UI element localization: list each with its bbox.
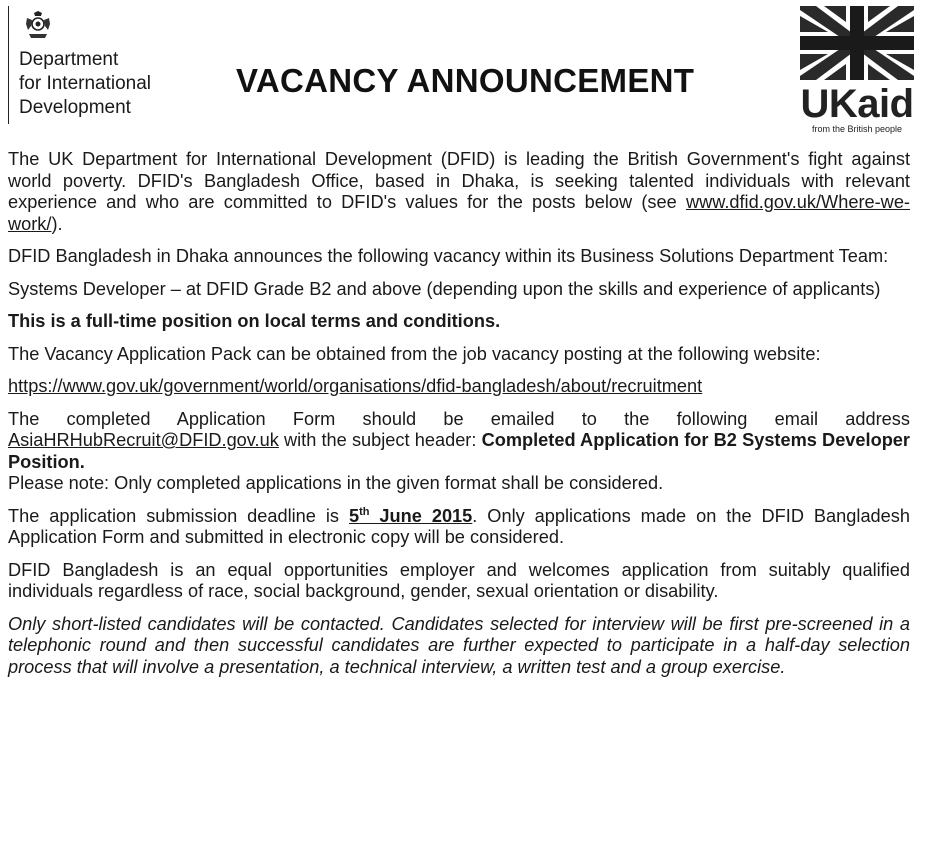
deadline-paragraph — [8, 506, 910, 549]
dept-line-1: Department — [19, 49, 119, 70]
deadline-month-year: June 2015 — [369, 505, 473, 526]
ukaid-wordmark: UKaid — [800, 82, 914, 126]
recruitment-link[interactable]: https://www.gov.uk/government/world/organisations/dfid-bangladesh/about/recruitment — [8, 376, 703, 396]
note-paragraph: Please note: Only completed applications in the given format shall be considered. — [8, 473, 664, 493]
dfid-where-we-work-link[interactable]: www.dfid.gov.uk/Where-we-work/ — [8, 192, 910, 234]
deadline-day-suffix: th — [359, 505, 370, 518]
dfid-logo — [8, 6, 152, 124]
position-paragraph: Systems Developer – at DFID Grade B2 and above (depending upon the skills and experience of applicants) — [8, 278, 881, 299]
page-header — [0, 0, 927, 140]
vacancy-intro-paragraph: DFID Bangladesh in Dhaka announces the following vacancy within its Business Solutions Department Team: — [8, 246, 889, 266]
deadline-day: 5 — [348, 505, 360, 526]
dept-line-3: Development — [19, 97, 131, 118]
recruitment-url-paragraph — [8, 376, 910, 398]
deadline-end: . Only applications made on the DFID Bangladesh Application Form and submitted in electronic copy will be considered. — [8, 505, 910, 547]
dept-line-2: for International — [19, 73, 152, 94]
subject-header: Completed Application for B2 Systems Developer Position. — [8, 430, 911, 472]
deadline-text: The application submission deadline is — [8, 505, 349, 526]
intro-paragraph — [8, 149, 910, 235]
shortlist-paragraph: Only short-listed candidates will be contacted. Candidates selected for interview will be first pre-screened in a telephonic round and then successful candidates are further expected to participate in a half-day selection process that will involve a presentation, a technical interview, a written test and a group exercise. — [8, 613, 910, 677]
intro-end: ). — [51, 213, 63, 234]
announcement-body — [8, 149, 910, 689]
email-text: The completed Application Form should be emailed to the following email address — [8, 408, 910, 429]
page-title: VACANCY ANNOUNCEMENT — [236, 62, 695, 99]
application-pack-paragraph: The Vacancy Application Pack can be obtained from the job vacancy posting at the following website: — [8, 343, 821, 364]
email-instructions-paragraph — [8, 409, 910, 474]
deadline-date — [349, 506, 472, 526]
email-mid: with the subject header: — [278, 430, 482, 450]
recruit-email-link[interactable]: AsiaHRHubRecruit@DFID.gov.uk — [8, 430, 279, 450]
union-flag-icon — [800, 6, 914, 80]
ukaid-tagline: from the British people — [811, 124, 903, 134]
full-time-notice: This is a full-time position on local terms and conditions. — [8, 311, 501, 331]
department-name — [19, 48, 209, 120]
equal-opportunities-paragraph: DFID Bangladesh is an equal opportunities employer and welcomes application from suitably qualified individuals regardless of race, social background, gender, sexual orientation or disability. — [8, 559, 910, 601]
royal-crest-icon — [23, 10, 53, 45]
intro-text: The UK Department for International Development (DFID) is leading the British Government's fight against world poverty. DFID's Bangladesh Office, based in Dhaka, is seeking talented individuals with relevant experience and who are committed to DFID's values for the posts below (see — [8, 149, 910, 212]
